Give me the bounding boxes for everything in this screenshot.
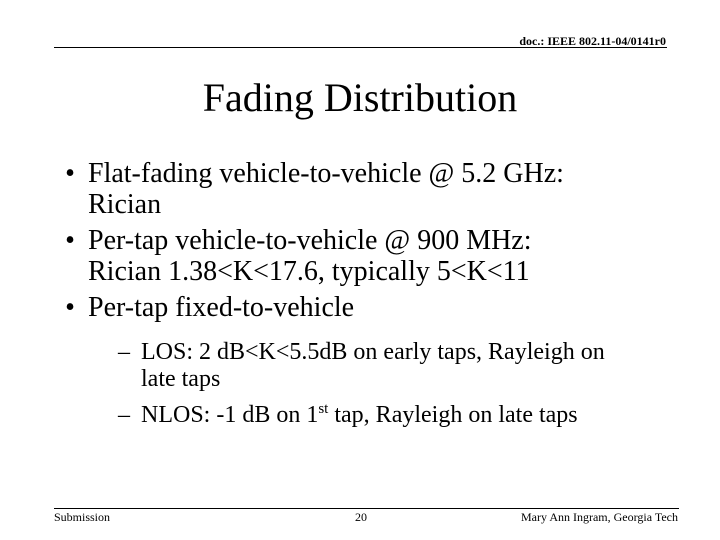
footer-submission: Submission — [54, 510, 111, 524]
sub-bullet-item — [118, 402, 680, 429]
footer-rule — [54, 508, 679, 509]
bullet-marker: • — [65, 225, 75, 256]
bullet-marker: • — [65, 292, 75, 323]
sub-bullet-text: tap, Rayleigh on late taps — [328, 402, 578, 428]
sub-bullet-text: NLOS: -1 dB on 1 — [141, 402, 319, 428]
footer-author: Mary Ann Ingram, Georgia Tech — [520, 510, 678, 524]
bullet-item — [60, 158, 680, 220]
sub-bullet-text-line: late taps — [141, 366, 221, 392]
bullet-text-line: Rician — [88, 189, 162, 220]
bullet-marker: • — [65, 158, 75, 189]
header-rule — [54, 47, 667, 48]
bullet-text-line: Per-tap vehicle-to-vehicle @ 900 MHz: — [88, 225, 532, 256]
bullet-item — [60, 225, 680, 287]
sub-bullet-text-line — [141, 402, 680, 429]
sub-bullet-text-line: LOS: 2 dB<K<5.5dB on early taps, Rayleigh on — [141, 339, 605, 365]
document-id: doc.: IEEE 802.11-04/0141r0 — [519, 34, 666, 48]
bullet-list — [60, 158, 680, 438]
sub-bullet-list — [60, 339, 680, 429]
dash-marker: – — [118, 402, 130, 428]
bullet-text-line: Rician 1.38<K<17.6, typically 5<K<11 — [88, 256, 530, 287]
dash-marker: – — [118, 339, 130, 365]
sub-bullet-item — [118, 339, 680, 393]
bullet-text-line: Flat-fading vehicle-to-vehicle @ 5.2 GHz: — [88, 158, 564, 189]
page-number: 20 — [355, 510, 367, 524]
bullet-text-line: Per-tap fixed-to-vehicle — [88, 292, 355, 323]
slide-title: Fading Distribution — [202, 75, 518, 120]
ordinal-superscript: st — [318, 401, 329, 417]
bullet-item — [60, 292, 680, 323]
